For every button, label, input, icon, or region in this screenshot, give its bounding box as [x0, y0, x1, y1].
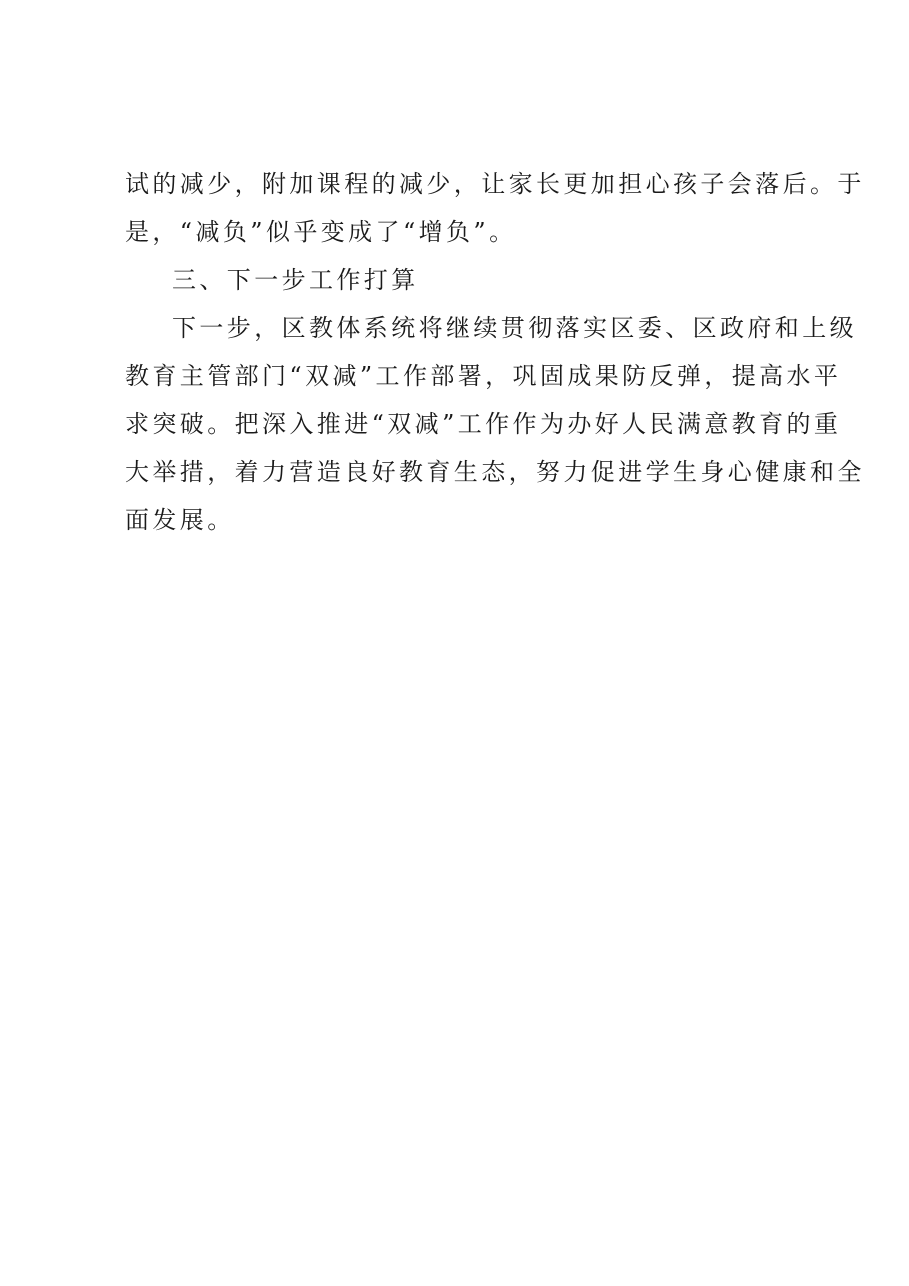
paragraph-line: 试的减少，附加课程的减少，让家长更加担心孩子会落后。于	[125, 170, 865, 198]
paragraph-line: 求突破。把深入推进“双减”工作作为办好人民满意教育的重	[125, 410, 842, 438]
paragraph-line: 是，“减负”似乎变成了“增负”。	[125, 218, 517, 246]
paragraph-line: 教育主管部门“双减”工作部署，巩固成果防反弹，提高水平	[125, 362, 842, 390]
paragraph-line: 大举措，着力营造良好教育生态，努力促进学生身心健康和全	[125, 458, 865, 486]
section-heading: 三、下一步工作打算	[172, 266, 419, 294]
paragraph-line: 面发展。	[125, 506, 235, 534]
paragraph-line: 下一步，区教体系统将继续贯彻落实区委、区政府和上级	[172, 314, 857, 342]
